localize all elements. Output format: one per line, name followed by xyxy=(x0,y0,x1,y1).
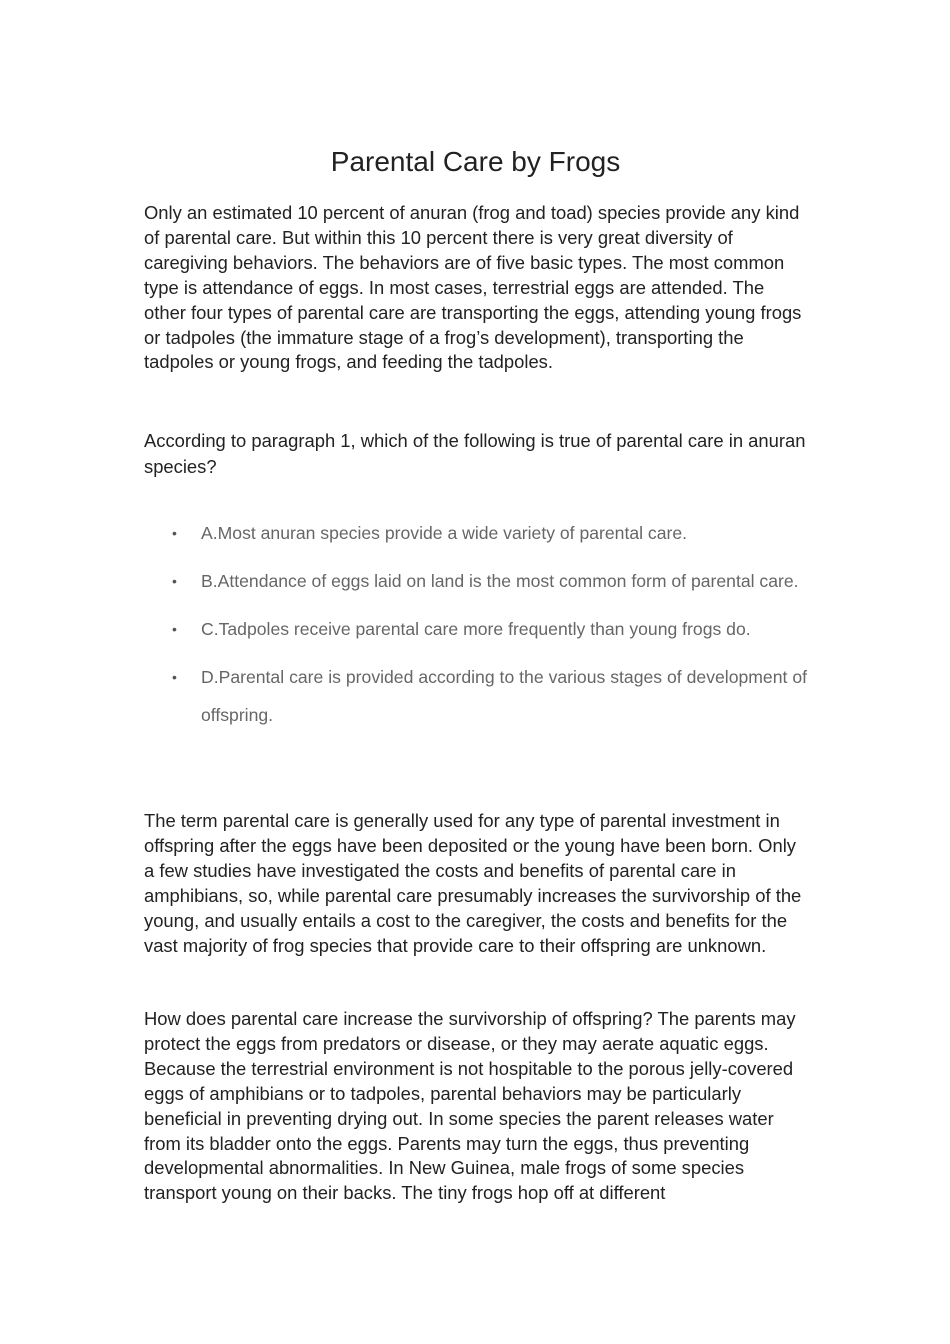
answer-option-c[interactable] xyxy=(144,610,807,648)
answer-option-label: B.Attendance of eggs laid on land is the most common form of parental care. xyxy=(201,571,799,591)
answer-option-label: D.Parental care is provided according to the various stages of development of offspring. xyxy=(201,667,807,725)
bullet-icon: • xyxy=(172,669,177,685)
paragraph-1: Only an estimated 10 percent of anuran (frog and toad) species provide any kind of parental care. But within this 10 percent there is very great diversity of caregiving behaviors. The behaviors are of five basic types. The most common type is attendance of eggs. In most cases, terrestrial eggs are attended. The other four types of parental care are transporting the eggs, attending young frogs or tadpoles (the immature stage of a frog’s development), transporting the tadpoles or young frogs, and feeding the tadpoles. xyxy=(144,202,802,373)
page-title: Parental Care by Frogs xyxy=(330,146,621,177)
question-text: According to paragraph 1, which of the following is true of parental care in anuran species? xyxy=(144,430,806,477)
answer-option-b[interactable] xyxy=(144,562,807,600)
paragraph-3: How does parental care increase the survivorship of offspring? The parents may protect the eggs from predators or disease, or they may aerate aquatic eggs. Because the terrestrial environment is not hospitable to the porous jelly-covered eggs of amphibians or to tadpoles, parental behaviors may be particularly beneficial in preventing drying out. In some species the parent releases water from its bladder onto the eggs. Parents may turn the eggs, thus preventing developmental abnormalities. In New Guinea, male frogs of some species transport young on their backs. The tiny frogs hop off at different xyxy=(144,1008,796,1204)
answer-option-d[interactable] xyxy=(144,658,807,734)
answer-option-label: C.Tadpoles receive parental care more frequently than young frogs do. xyxy=(201,619,751,639)
bullet-icon: • xyxy=(172,573,177,589)
bullet-icon: • xyxy=(172,525,177,541)
answer-options xyxy=(144,514,807,744)
bullet-icon: • xyxy=(172,621,177,637)
paragraph-2: The term parental care is generally used for any type of parental investment in offspring after the eggs have been deposited or the young have been born. Only a few studies have investigated the costs and benefits of parental care in amphibians, so, while parental care presumably increases the survivorship of the young, and usually entails a cost to the caregiver, the costs and benefits for the vast majority of frog species that provide care to their offspring are unknown. xyxy=(144,810,802,956)
answer-option-label: A.Most anuran species provide a wide variety of parental care. xyxy=(201,523,688,543)
answer-option-a[interactable] xyxy=(144,514,807,552)
